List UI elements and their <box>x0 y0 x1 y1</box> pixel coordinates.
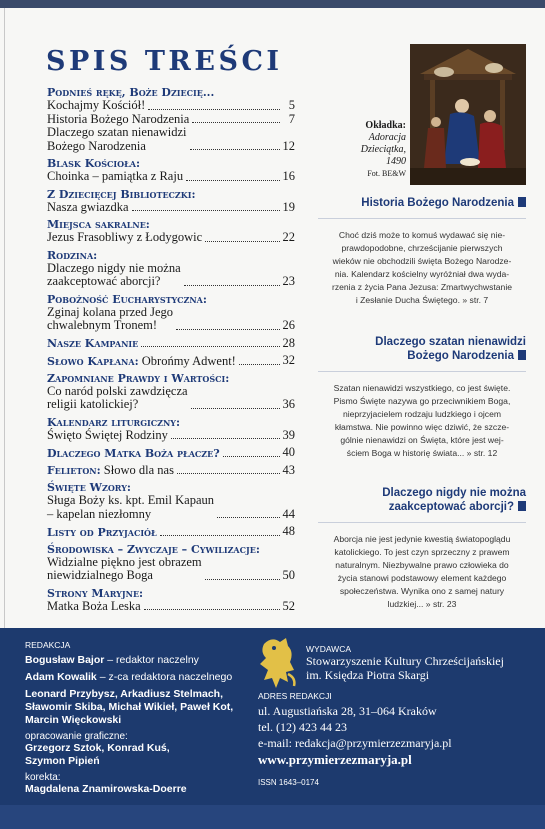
page-number: 52 <box>282 598 295 613</box>
page-number: 44 <box>282 506 295 521</box>
toc-entry[interactable] <box>47 262 295 289</box>
toc-heading <box>47 526 157 539</box>
divider <box>318 522 526 523</box>
toc-section <box>47 525 295 539</box>
address-block <box>258 688 538 787</box>
leader-dots <box>132 210 280 211</box>
toc-entry-title: Nasza gwiazdka <box>47 199 129 214</box>
toc-entry[interactable] <box>47 99 295 113</box>
leader-dots <box>217 517 280 518</box>
leader-dots <box>144 609 280 610</box>
toc-heading-row[interactable]: Święte Wzory: <box>47 481 131 494</box>
leader-dots <box>239 364 280 365</box>
table-of-contents <box>47 86 295 617</box>
toc-heading <box>47 464 174 477</box>
issn: ISSN 1643–0174 <box>258 778 319 787</box>
toc-entry-title: Dlaczego nigdy nie można zaakceptować aborcji? <box>47 260 181 288</box>
feature-title-text: Historia Bożego Narodzenia <box>361 197 514 209</box>
leader-dots <box>177 473 280 474</box>
square-bullet-icon <box>518 197 526 207</box>
leader-dots <box>160 535 280 536</box>
toc-section <box>47 416 295 443</box>
publisher-name: Stowarzyszenie Kultury Chrześcijańskiej im. Księdza Piotra Skargi <box>306 654 504 682</box>
toc-heading-row[interactable]: Strony Maryjne: <box>47 586 144 600</box>
page-number: 50 <box>282 568 295 582</box>
toc-section <box>47 337 295 351</box>
leader-dots <box>171 438 280 439</box>
toc-heading <box>47 355 236 368</box>
toc-entry[interactable] <box>47 600 295 614</box>
toc-heading-row[interactable]: Podnieś rękę, Boże Dziecię... <box>47 86 215 99</box>
leader-dots <box>184 285 280 286</box>
page-number: 23 <box>282 274 295 288</box>
divider <box>318 218 526 219</box>
toc-heading-row[interactable] <box>47 525 295 539</box>
page-number: 22 <box>282 230 295 244</box>
toc-entry-title: Co naród polski zawdzięcza religii katolickiej? <box>47 383 188 411</box>
toc-heading-row[interactable]: Z Dziecięcej Biblioteczki: <box>47 187 196 201</box>
toc-heading-text: Dlaczego Matka Boża płacze? <box>47 446 220 460</box>
binding-edge <box>4 8 5 628</box>
editor-role: – redaktor naczelny <box>104 654 199 666</box>
toc-section <box>47 446 295 460</box>
top-edge <box>0 0 545 8</box>
toc-entry-title: Matka Boża Leska <box>47 598 141 613</box>
toc-entry[interactable] <box>47 494 295 521</box>
toc-heading-row[interactable]: Kalendarz liturgiczny: <box>47 415 181 429</box>
toc-heading-subtitle: Obrońmy Adwent! <box>138 353 236 368</box>
leader-dots <box>190 149 280 150</box>
toc-heading-row[interactable] <box>47 446 295 460</box>
leader-dots <box>148 109 280 110</box>
toc-entry[interactable] <box>47 201 295 215</box>
toc-heading-row[interactable]: Miejsca sakralne: <box>47 218 150 231</box>
bottom-strip <box>0 805 545 829</box>
toc-section <box>47 293 295 333</box>
toc-entry[interactable] <box>47 113 295 127</box>
editorial-team <box>25 640 245 796</box>
toc-entry-title: Dlaczego szatan nienawidzi Bożego Narodzenia <box>47 125 187 153</box>
page-number: 40 <box>282 445 295 459</box>
feature-body: Szatan nienawidzi wszystkiego, co jest święte. Pismo Święte nazywa go przeciwnikiem Boga, nieprzyjacielem rodzaju ludzkiego i ojcem kłamstwa. Nie powinno więc dziwić, że szcze- gólnie nienawidzi on Święta, które jest wej- ściem Boga w historię świata... » str. 12 <box>333 383 511 458</box>
toc-section <box>47 481 295 521</box>
street-address: ul. Augustiańska 28, 31–064 Kraków <box>258 704 437 718</box>
toc-entry[interactable] <box>47 306 295 333</box>
phone: tel. (12) 423 44 23 <box>258 720 347 734</box>
editor-name: Bogusław Bajor <box>25 654 105 666</box>
lion-crest-logo <box>258 634 298 692</box>
toc-heading <box>47 337 138 350</box>
toc-heading-text: Słowo Kapłana: <box>47 354 139 368</box>
graphics-credits: Grzegorz Sztok, Konrad Kuś, Szymon Pipień <box>25 742 170 767</box>
leader-dots <box>191 408 280 409</box>
editor-in-chief <box>25 654 245 667</box>
masthead <box>0 628 545 829</box>
leader-dots <box>223 456 280 457</box>
toc-section <box>47 587 295 614</box>
page-number: 32 <box>282 353 295 367</box>
toc-entry-title: Jezus Frasobliwy z Łodygowic <box>47 230 203 244</box>
toc-entry[interactable] <box>47 231 295 245</box>
square-bullet-icon <box>518 350 526 360</box>
leader-dots <box>141 346 279 347</box>
toc-section <box>47 543 295 583</box>
address-label: ADRES REDAKCJI <box>258 691 332 701</box>
website-link[interactable]: www.przymierzezmaryja.pl <box>258 752 412 767</box>
feature-title <box>318 335 526 363</box>
page-number: 12 <box>282 138 295 153</box>
toc-entry[interactable] <box>47 385 295 412</box>
leader-dots <box>205 579 280 580</box>
deputy-role: – z-ca redaktora naczelnego <box>96 671 233 683</box>
feature-title <box>318 486 526 514</box>
toc-entry-title: Święto Świętej Rodziny <box>47 427 168 442</box>
toc-heading-text: Nasze Kampanie <box>47 337 139 350</box>
toc-heading-row[interactable]: Rodzina: <box>47 248 98 262</box>
feature-title-text: Dlaczego szatan nienawidzi Bożego Narodzenia <box>375 336 526 362</box>
cover-painting <box>410 44 526 185</box>
leader-dots <box>176 329 280 330</box>
cover-credit: Fot. BE&W <box>367 169 406 178</box>
feature-title <box>318 196 526 210</box>
toc-heading-row[interactable]: Środowiska – Zwyczaje – Cywilizacje: <box>47 542 260 556</box>
toc-heading-subtitle: Słowo dla nas <box>100 463 174 477</box>
toc-section <box>47 188 295 215</box>
toc-heading-row[interactable] <box>47 337 295 351</box>
proof-label: korekta: <box>25 772 61 783</box>
email[interactable]: e-mail: redakcja@przymierzezmaryja.pl <box>258 736 452 750</box>
toc-entry[interactable] <box>47 429 295 443</box>
toc-section <box>47 354 295 368</box>
toc-entry[interactable] <box>47 556 295 583</box>
toc-entry-title: Kochajmy Kościół! <box>47 98 146 112</box>
leader-dots <box>192 122 280 123</box>
cover-label: Okładka: <box>365 120 406 131</box>
toc-entry-title: Historia Bożego Narodzenia <box>47 111 190 126</box>
page-number: 26 <box>282 318 295 332</box>
page-number: 48 <box>282 524 295 538</box>
toc-section <box>47 464 295 478</box>
feature-1 <box>318 196 526 307</box>
feature-3 <box>318 486 526 611</box>
toc-entry-title: Sługa Boży ks. kpt. Emil Kapaun – kapelan niezłomny <box>47 493 214 521</box>
page-number: 19 <box>282 199 295 214</box>
page-number: 7 <box>288 111 295 126</box>
toc-section <box>47 86 295 153</box>
feature-body: Aborcja nie jest jedynie kwestią światopoglądu katolickiego. To jest czyn sprzeczny z prawem naturalnym. Niezbywalne prawo człowieka do życia stanowi podstawowy element każdego społeczeństwa. Wynika ono z samej natury ludzkiej... » str. 23 <box>333 534 511 609</box>
cover-year: 1490 <box>386 156 406 167</box>
deputy-name: Adam Kowalik <box>25 671 97 683</box>
toc-entry-title: Widzialne piękno jest obrazem niewidzialnego Boga <box>47 554 202 582</box>
toc-heading-row[interactable] <box>47 464 295 478</box>
proof-credit: Magdalena Znamirowska-Doerre <box>25 783 187 795</box>
leader-dots <box>186 180 279 181</box>
page-number: 5 <box>288 98 295 112</box>
toc-section <box>47 372 295 412</box>
page-number: 36 <box>282 397 295 411</box>
cover-caption <box>336 120 406 180</box>
page-number: 16 <box>282 169 295 183</box>
feature-2 <box>318 335 526 460</box>
graphics-label: opracowanie graficzne: <box>25 731 128 742</box>
feature-title-text: Dlaczego nigdy nie można zaakceptować aborcji? <box>382 487 526 513</box>
toc-heading-row[interactable]: Pobożność Eucharystyczna: <box>47 292 207 306</box>
publisher-label: WYDAWCA <box>306 644 352 654</box>
publisher-block <box>306 644 536 682</box>
toc-heading-text: Listy od Przyjaciół <box>47 525 157 539</box>
toc-heading-row[interactable]: Blask Kościoła: <box>47 157 141 170</box>
leader-dots <box>205 241 279 242</box>
page-number: 43 <box>282 462 295 477</box>
redakcja-label: REDAKCJA <box>25 640 71 650</box>
cover-title: Adoracja Dzieciątka, <box>360 132 406 155</box>
toc-section <box>47 218 295 245</box>
square-bullet-icon <box>518 501 526 511</box>
feature-body: Choć dziś może to komuś wydawać się nie- prawdopodobne, chrześcijanie pierwszych wieków nie obchodzili święta Bożego Narodze- nia. Kalendarz kościelny wyróżniał dwa wyda- rzenia z życia Pana Jezusa: Zmartwychwstanie i Zesłanie Ducha Świętego. » str. 7 <box>331 230 513 305</box>
page-title: SPIS TREŚCI <box>46 46 283 77</box>
toc-section <box>47 157 295 184</box>
toc-entry-title: Choinka – pamiątka z Raju <box>47 169 184 183</box>
toc-section <box>47 249 295 289</box>
toc-heading-row[interactable] <box>47 354 295 368</box>
divider <box>318 371 526 372</box>
toc-heading-row[interactable]: Zapomniane Prawdy i Wartości: <box>47 371 230 385</box>
toc-heading <box>47 447 220 460</box>
toc-entry[interactable] <box>47 126 295 153</box>
staff-list: Leonard Przybysz, Arkadiusz Stelmach, Sławomir Skiba, Michał Wikieł, Paweł Kot, Marcin Więckowski <box>25 688 234 726</box>
toc-entry[interactable] <box>47 170 295 184</box>
page-number: 28 <box>282 335 295 350</box>
page-number: 39 <box>282 427 295 442</box>
toc-heading-text: Felieton: <box>47 464 101 477</box>
toc-entry-title: Zginaj kolana przed Jego chwalebnym Tronem! <box>47 304 173 332</box>
deputy-editor <box>25 671 245 684</box>
